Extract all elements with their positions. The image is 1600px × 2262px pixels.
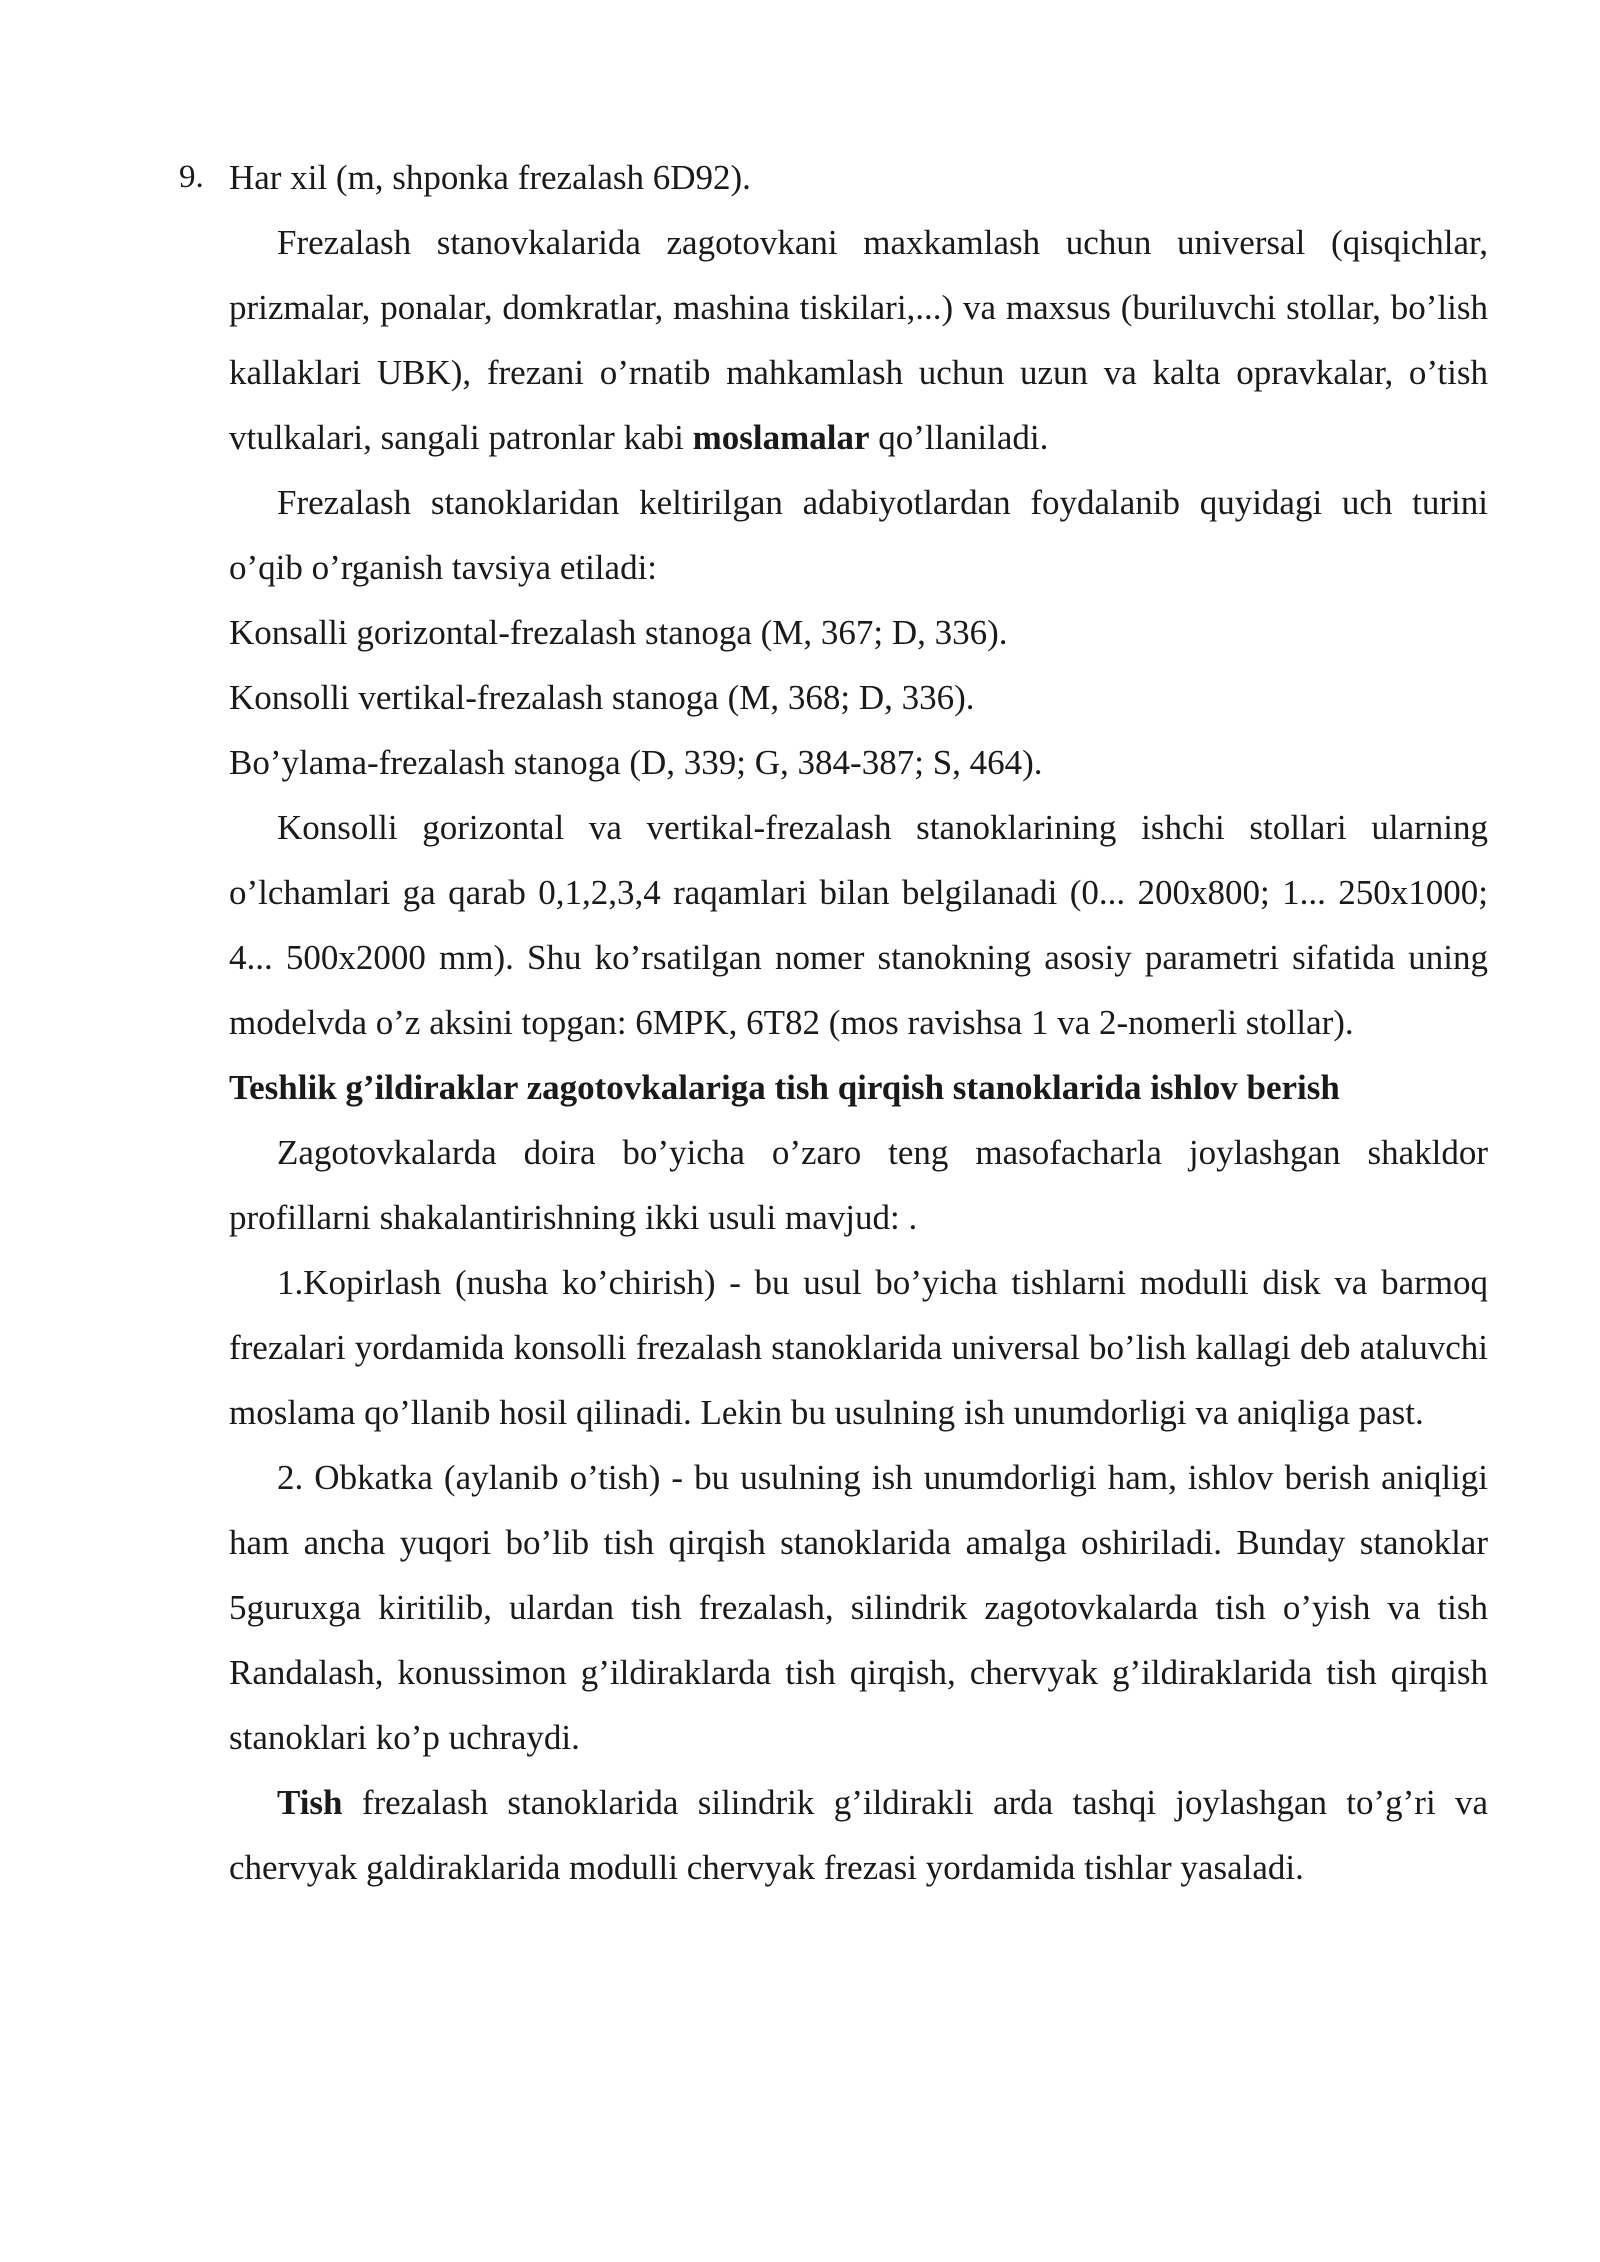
paragraph-rolling-method: 2. Obkatka (aylanib o’tish) - bu usulning ish unumdorligi ham, ishlov berish aniqligi ham ancha yuqori bo’lib tish qirqish stanoklarida amalga oshiriladi. Bunday stanoklar 5guruxga kiritilib, ulardan tish frezalash, silindrik zagotovkalarda tish o’yish va tish Randalash, konussimon g’ildiraklarda tish qirqish, chervyak g’ildiraklarida tish qirqish stanoklari ko’p uchraydi. [229, 1458, 1488, 1757]
term-moslamalar: moslamalar [692, 418, 870, 457]
list-number: 9. [179, 159, 204, 195]
reference-line-2: Konsolli vertikal-frezalash stanoga (M, 368; D, 336). [229, 678, 975, 717]
page-content [179, 145, 1488, 1900]
paragraph-fixtures-text: Frezalash stanovkalarida zagotovkani maxkamlash uchun universal (qisqichlar, prizmalar, ponalar, domkratlar, mashina tiskilari,...) va maxsus (buriluvchi stollar, bo’lish kallaklari UBK), frezani o’rnatib mahkamlash uchun uzun va kalta opravkalar, o’tish vtulkalari, sangali patronlar kabi [229, 223, 1488, 457]
paragraph-tooth-milling [229, 1770, 1488, 1900]
paragraph-recommended-reading: Frezalash stanoklaridan keltirilgan adabiyotlardan foydalanib quyidagi uch turini o’qib o’rganish tavsiya etiladi: [229, 483, 1488, 587]
paragraph-methods-intro: Zagotovkalarda doira bo’yicha o’zaro teng masofacharla joylashgan shakldor profillarni shakalantirishning ikki usuli mavjud: . [229, 1133, 1488, 1237]
list-item-9 [179, 145, 1488, 210]
paragraph-fixtures [229, 210, 1488, 470]
paragraph-tooth-milling-text: frezalash stanoklarida silindrik g’ildirakli arda tashqi joylashgan to’g’ri va chervyak galdiraklarida modulli chervyak frezasi yordamida tishlar yasaladi. [229, 1783, 1488, 1887]
paragraph-fixtures-end: qo’llaniladi. [869, 418, 1049, 457]
paragraph-table-sizes: Konsolli gorizontal va vertikal-frezalash stanoklarining ishchi stollari ularning o’lchamlari ga qarab 0,1,2,3,4 raqamlari bilan belgilanadi (0... 200x800; 1... 250x1000; 4... 500x2000 mm). Shu ko’rsatilgan nomer stanokning asosiy parametri sifatida uning modelvda o’z aksini topgan: 6MPK, 6T82 (mos ravishsa 1 va 2-nomerli stollar). [229, 808, 1488, 1042]
term-tish: Tish [277, 1783, 343, 1822]
reference-line-3: Bo’ylama-frezalash stanoga (D, 339; G, 384-387; S, 464). [229, 743, 1043, 782]
paragraph-copying-method: 1.Kopirlash (nusha ko’chirish) - bu usul bo’yicha tishlarni modulli disk va barmoq frezalari yordamida konsolli frezalash stanoklarida universal bo’lish kallagi deb ataluvchi moslama qo’llanib hosil qilinadi. Lekin bu usulning ish unumdorligi va aniqliga past. [229, 1263, 1488, 1432]
list-item-text: Har xil (m, shponka frezalash 6D92). [229, 158, 751, 197]
section-heading: Teshlik g’ildiraklar zagotovkalariga tish qirqish stanoklarida ishlov berish [229, 1068, 1340, 1107]
reference-line-1: Konsalli gorizontal-frezalash stanoga (M, 367; D, 336). [229, 613, 1008, 652]
